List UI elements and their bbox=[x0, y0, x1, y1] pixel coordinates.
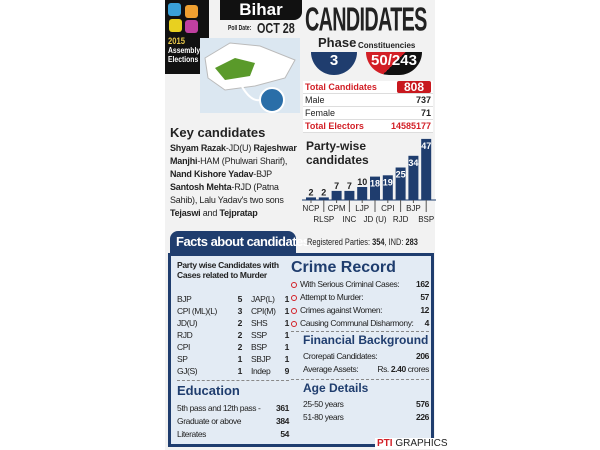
category-label: BSP bbox=[418, 215, 435, 224]
list-item: CPI 2 bbox=[177, 342, 242, 352]
list-item: 5th pass and 12th pass - 361 bbox=[177, 403, 289, 413]
category-label: INC bbox=[342, 215, 357, 224]
poll-date-label: Poll Date: bbox=[228, 25, 252, 32]
key-candidates-heading: Key candidates bbox=[170, 125, 266, 140]
bihar-map bbox=[200, 38, 300, 113]
list-item: SP 1 bbox=[177, 354, 242, 364]
finance-heading: Financial Background bbox=[303, 333, 429, 347]
key-candidates-text: Shyam Razak-JD(U) Rajeshwar Manjhi-HAM (Phulwari Sharif), Nand Kishore Yadav-BJP Santosh Mehta-RJD (Patna Sahib), Lalu Yadav's two sons Tejaswi and Tejpratap bbox=[170, 143, 297, 218]
male-label: Male bbox=[305, 95, 325, 105]
bar-LJP bbox=[357, 187, 367, 200]
bullet-icon bbox=[291, 282, 297, 288]
list-item: With Serious Criminal Cases: 162 bbox=[291, 278, 429, 291]
data-label: 25 bbox=[395, 169, 406, 180]
crime-list bbox=[291, 278, 429, 330]
category-label: CPI bbox=[381, 204, 395, 213]
data-label: 18 bbox=[369, 178, 381, 189]
total-candidates: 808 bbox=[397, 81, 431, 93]
data-label: 34 bbox=[408, 157, 419, 168]
list-item: RJD 2 bbox=[177, 330, 242, 340]
female-count: 71 bbox=[420, 108, 431, 118]
murder-list-right bbox=[251, 293, 289, 377]
list-item: Graduate or above 384 bbox=[177, 416, 289, 426]
list-item: CPI(M) 1 bbox=[251, 306, 289, 316]
finance-details: Crorepati Candidates: 206 Average Assets: Rs. 2.40 crores bbox=[303, 351, 429, 374]
bullet-icon bbox=[291, 295, 297, 301]
female-label: Female bbox=[305, 108, 336, 118]
data-label: 7 bbox=[346, 180, 352, 191]
age-heading: Age Details bbox=[303, 381, 369, 395]
list-item: Attempt to Murder: 57 bbox=[291, 291, 429, 304]
category-label: BJP bbox=[406, 204, 421, 213]
list-item: SBJP 1 bbox=[251, 354, 289, 364]
list-item: GJ(S) 1 bbox=[177, 366, 242, 376]
facts-heading: Facts about candidates bbox=[170, 231, 296, 253]
list-item: CPI (ML)(L) 3 bbox=[177, 306, 242, 316]
list-item: SSP 1 bbox=[251, 330, 289, 340]
data-label: 19 bbox=[382, 177, 393, 188]
list-item: Literates 54 bbox=[177, 429, 289, 439]
logo-text: 2015 Assembly Elections bbox=[168, 36, 201, 64]
category-label: LJP bbox=[355, 204, 370, 213]
bar-CPM bbox=[332, 191, 342, 200]
poll-date: OCT 28 bbox=[257, 20, 295, 37]
bar-RLSP bbox=[319, 197, 329, 200]
murder-heading: Party wise Candidates with Cases related to Murder bbox=[177, 260, 279, 280]
electors-label: Total Electors bbox=[305, 121, 364, 131]
list-item: Crimes against Women: 12 bbox=[291, 304, 429, 317]
data-label: 10 bbox=[357, 177, 368, 187]
category-label: CPM bbox=[327, 204, 346, 213]
education-list bbox=[177, 402, 289, 441]
main-title: CANDIDATES bbox=[305, 2, 427, 39]
category-label: JD (U) bbox=[363, 215, 387, 224]
bullet-icon bbox=[291, 308, 297, 314]
list-item: Indep 9 bbox=[251, 366, 289, 376]
chart-title: Party-wise candidates bbox=[306, 139, 369, 167]
list-item: BSP 1 bbox=[251, 342, 289, 352]
category-label: NCP bbox=[302, 204, 320, 213]
phase-value: 3 bbox=[311, 52, 357, 75]
list-item: Causing Communal Disharmony: 4 bbox=[291, 317, 429, 330]
data-label: 47 bbox=[421, 140, 432, 151]
totals-table bbox=[303, 81, 433, 133]
list-item: JAP(L) 1 bbox=[251, 294, 289, 304]
party-bar-chart bbox=[300, 130, 436, 226]
phase-label: Phase bbox=[318, 35, 357, 50]
list-item: 51-80 years 226 bbox=[303, 412, 429, 422]
list-item: JD(U) 2 bbox=[177, 318, 242, 328]
data-label: 2 bbox=[308, 187, 314, 198]
list-item: 25-50 years 576 bbox=[303, 399, 429, 409]
electors-count: 14585177 bbox=[390, 121, 431, 131]
globe-icon bbox=[260, 88, 284, 112]
facts-box bbox=[168, 253, 434, 447]
list-item: SHS 1 bbox=[251, 318, 289, 328]
crime-heading: Crime Record bbox=[291, 259, 396, 276]
education-heading: Education bbox=[177, 383, 240, 398]
category-label: RJD bbox=[392, 215, 409, 224]
bar-INC bbox=[344, 191, 354, 200]
bullet-icon bbox=[291, 321, 297, 327]
data-label: 7 bbox=[334, 180, 340, 191]
bar-NCP bbox=[306, 197, 316, 200]
list-item: BJP 5 bbox=[177, 294, 242, 304]
pti-graphics-credit: PTI GRAPHICS bbox=[377, 438, 448, 449]
constituencies-label: Constituencies bbox=[358, 41, 416, 50]
murder-list-left bbox=[177, 293, 242, 377]
age-list bbox=[303, 398, 429, 424]
male-count: 737 bbox=[415, 95, 431, 105]
category-label: RLSP bbox=[313, 215, 335, 224]
state-title: Bihar bbox=[220, 0, 302, 20]
registered-parties: Registered Parties: 354, IND: 283 bbox=[307, 237, 418, 248]
data-label: 2 bbox=[321, 187, 327, 198]
total-candidates-label: Total Candidates bbox=[305, 82, 377, 92]
constituencies-value: 50/243 bbox=[366, 52, 422, 75]
